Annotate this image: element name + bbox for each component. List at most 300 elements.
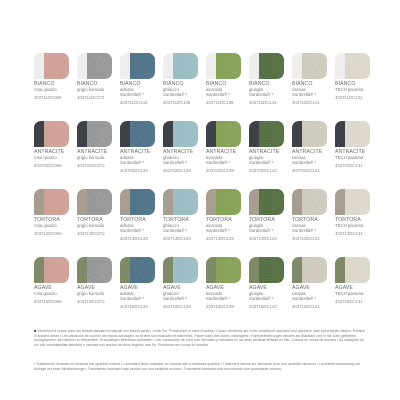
frame-name: ANTRACITE — [292, 149, 323, 155]
swatch-card — [292, 189, 327, 247]
fabric-name: avocado — [206, 155, 223, 160]
fabric-texture-right — [185, 121, 198, 147]
fabric-name: adriatic — [120, 87, 134, 92]
swatch-grid — [34, 53, 368, 325]
fabric-swatch — [292, 189, 327, 215]
swatch-card — [77, 121, 112, 179]
fabric-texture-right — [185, 257, 198, 283]
frame-color-bar — [120, 53, 130, 79]
fabric-texture-left — [302, 53, 314, 79]
product-code: 403711DC072 — [77, 94, 105, 100]
fabric-name: adriatic — [120, 291, 134, 296]
frame-color-bar — [163, 53, 173, 79]
swatch-label — [206, 285, 241, 309]
product-code: 403713DC139 — [163, 235, 191, 241]
fabric-swatch — [120, 257, 155, 283]
fabric-name: giungla — [249, 155, 263, 160]
fabric-name: grigio kornodo — [77, 223, 105, 228]
swatch-card — [34, 53, 69, 111]
frame-name: TORTORA — [292, 217, 318, 223]
swatch-card — [206, 257, 241, 315]
frame-name: ANTRACITE — [34, 149, 65, 155]
fabric-swatch — [77, 53, 112, 79]
fabric-texture-left — [87, 121, 99, 147]
frame-name: AGAVE — [120, 285, 138, 291]
product-code: 403716DC066 — [34, 298, 62, 304]
fabric-texture-left — [259, 53, 271, 79]
product-code: 403702DC139 — [163, 167, 191, 173]
fabric-brand: Sunbrella® * — [206, 296, 231, 301]
fabric-texture-left — [44, 53, 56, 79]
fabric-texture-left — [173, 257, 185, 283]
colour-variation-text: Variazioni di colore sono dei tessuti standard e naturali non tessuti acrilici. Unita Tox. Posizionare in zone d'ombra • Colour variations are to be considered standard and natural in yarn-dyed acrylic fabrics. Position in shaded areas • Les variations de couleur des tissus acryliques ou fil teint sont standard et naturelles. Placer dans des zones ombragées • Farbveränderungen werden als Standard und in mit Garn gefärbten Acrylgeweben als natürlich zu betrachten. In schattigen Bereichen aufstellen • Las variaciones de color son normales y naturales en las telas acrílicas teñidas en hilo. Colocar en zonas de sombra • As variações de cor são consideradas standard e naturais nos tecidos acrílicos tingidos com fio. Posicionar em zonas de sombra. — [34, 329, 366, 347]
fabric-texture-right — [56, 121, 69, 147]
swatch-label — [120, 217, 155, 241]
fabric-name: ghiaccio — [163, 223, 179, 228]
product-code: 403711DC139 — [163, 99, 191, 105]
swatch-card — [335, 121, 370, 179]
fabric-texture-left — [173, 121, 185, 147]
fabric-name: giungla — [249, 87, 263, 92]
fabric-brand: Sunbrella® * — [206, 228, 231, 233]
fabric-swatch — [77, 189, 112, 215]
frame-color-bar — [77, 257, 87, 283]
swatch-label — [77, 149, 112, 168]
swatch-card — [77, 257, 112, 315]
frame-name: AGAVE — [335, 285, 353, 291]
fabric-brand: Sunbrella® * — [163, 228, 188, 233]
product-code: 403702DC139 — [206, 167, 234, 173]
laminated-finish-text: * Trattamento laminato su richiesta con quantità minima • Laminated finish available on request with a minimum quantity • Traitement laminé sur demande avec une quantité minimum • Laminierte Ausrüstung auf Anfrage mit einer Mindestmenge • Tratamiento laminado bajo pedido con una cantidad mínima • Tratamento laminado sob encomenda com quantidade mínima. — [34, 362, 360, 371]
swatch-label — [120, 285, 155, 309]
fabric-name: adriatic — [120, 223, 134, 228]
fabric-name: rosa quarzo — [34, 155, 57, 160]
fabric-texture-right — [357, 257, 370, 283]
swatch-card — [77, 53, 112, 111]
fabric-name: rosa quarzo — [34, 223, 57, 228]
product-code: 403702DC141 — [292, 167, 320, 173]
fabric-texture-right — [56, 53, 69, 79]
swatch-label — [335, 285, 370, 304]
frame-name: TORTORA — [249, 217, 275, 223]
fabric-name: avocado — [206, 291, 223, 296]
fabric-texture-right — [314, 121, 327, 147]
fabric-texture-left — [44, 189, 56, 215]
fabric-texture-left — [87, 189, 99, 215]
swatch-card — [292, 53, 327, 111]
swatch-label — [34, 149, 69, 168]
fabric-texture-right — [357, 121, 370, 147]
product-code: 403711DC131 — [335, 94, 363, 100]
swatch-card — [206, 121, 241, 179]
fabric-texture-left — [345, 121, 357, 147]
swatch-label — [163, 217, 198, 241]
fabric-texture-right — [99, 121, 112, 147]
product-code: 403711DC139 — [206, 99, 234, 105]
fabric-texture-right — [142, 189, 155, 215]
frame-name: AGAVE — [249, 285, 267, 291]
frame-color-bar — [206, 257, 216, 283]
fabric-swatch — [34, 189, 69, 215]
fabric-name: grigio kornodo — [77, 155, 105, 160]
swatch-row-bianco — [34, 53, 368, 111]
fabric-texture-right — [228, 189, 241, 215]
fabric-texture-left — [216, 189, 228, 215]
fabric-name: rosa quarzo — [34, 87, 57, 92]
frame-color-bar — [34, 257, 44, 283]
fabric-name: canvas — [292, 291, 306, 296]
fabric-swatch — [120, 121, 155, 147]
swatch-label — [163, 81, 198, 105]
fabric-texture-right — [56, 189, 69, 215]
fabric-swatch — [206, 189, 241, 215]
fabric-texture-left — [259, 257, 271, 283]
fabric-texture-right — [271, 257, 284, 283]
frame-name: BIANCO — [249, 81, 270, 87]
fabric-texture-left — [216, 121, 228, 147]
fabric-texture-right — [142, 53, 155, 79]
fabric-texture-right — [271, 53, 284, 79]
product-code: 403702DC131 — [335, 162, 363, 168]
frame-color-bar — [335, 257, 345, 283]
fabric-texture-left — [345, 53, 357, 79]
frame-color-bar — [292, 121, 302, 147]
fabric-brand: Sunbrella® * — [120, 228, 145, 233]
frame-color-bar — [77, 121, 87, 147]
fabric-brand: Sunbrella® * — [163, 160, 188, 165]
fabric-brand: Sunbrella® * — [163, 92, 188, 97]
swatch-card — [249, 121, 284, 179]
fabric-texture-left — [345, 257, 357, 283]
fabric-swatch — [335, 257, 370, 283]
frame-color-bar — [206, 121, 216, 147]
fabric-brand: Sunbrella® * — [206, 92, 231, 97]
fabric-texture-right — [56, 257, 69, 283]
fabric-texture-left — [259, 189, 271, 215]
fabric-texture-right — [142, 257, 155, 283]
fabric-texture-left — [44, 121, 56, 147]
fabric-texture-right — [271, 189, 284, 215]
swatch-card — [206, 53, 241, 111]
product-code: 403702DC143 — [249, 167, 277, 173]
swatch-label — [120, 81, 155, 105]
frame-name: TORTORA — [34, 217, 60, 223]
frame-color-bar — [163, 189, 173, 215]
fabric-texture-left — [173, 189, 185, 215]
fabric-swatch — [206, 53, 241, 79]
fabric-swatch — [77, 121, 112, 147]
fabric-swatch — [292, 121, 327, 147]
fabric-brand: Sunbrella® * — [292, 296, 317, 301]
product-code: 403716DC139 — [206, 303, 234, 309]
fabric-swatch — [34, 257, 69, 283]
swatch-card — [249, 257, 284, 315]
frame-name: BIANCO — [206, 81, 227, 87]
fabric-swatch — [206, 121, 241, 147]
swatch-card — [335, 53, 370, 111]
frame-color-bar — [120, 257, 130, 283]
fabric-texture-left — [173, 53, 185, 79]
frame-name: ANTRACITE — [120, 149, 151, 155]
swatch-card — [163, 53, 198, 111]
frame-name: TORTORA — [120, 217, 146, 223]
swatch-label — [249, 149, 284, 173]
product-code: 403713DC066 — [34, 230, 62, 236]
colour-variation-note — [34, 329, 368, 347]
product-code: 403713DC072 — [77, 230, 105, 236]
fabric-swatch — [163, 189, 198, 215]
swatch-label — [34, 217, 69, 236]
fabric-texture-left — [87, 53, 99, 79]
swatch-label — [292, 81, 327, 105]
swatch-card — [292, 121, 327, 179]
fabric-swatch — [292, 53, 327, 79]
swatch-label — [249, 285, 284, 309]
fabric-brand: Sunbrella® * — [292, 228, 317, 233]
fabric-swatch — [249, 121, 284, 147]
fabric-name: TECH panama — [335, 155, 364, 160]
swatch-label — [249, 217, 284, 241]
swatch-label — [206, 149, 241, 173]
frame-name: BIANCO — [34, 81, 55, 87]
frame-color-bar — [292, 53, 302, 79]
swatch-label — [249, 81, 284, 105]
fabric-texture-left — [259, 121, 271, 147]
frame-color-bar — [206, 189, 216, 215]
fabric-brand: Sunbrella® * — [120, 160, 145, 165]
fabric-brand: Sunbrella® * — [120, 296, 145, 301]
product-code: 403702DC143 — [120, 167, 148, 173]
swatch-label — [163, 149, 198, 173]
fabric-name: adriatic — [120, 155, 134, 160]
frame-color-bar — [249, 121, 259, 147]
frame-color-bar — [163, 121, 173, 147]
fabric-swatch — [120, 189, 155, 215]
frame-color-bar — [335, 189, 345, 215]
fabric-swatch — [249, 53, 284, 79]
frame-color-bar — [249, 53, 259, 79]
fabric-texture-left — [302, 257, 314, 283]
frame-color-bar — [77, 189, 87, 215]
fabric-texture-right — [314, 257, 327, 283]
frame-color-bar — [34, 189, 44, 215]
fabric-texture-right — [185, 189, 198, 215]
fabric-texture-left — [130, 257, 142, 283]
product-code: 403702DC072 — [77, 162, 105, 168]
frame-name: BIANCO — [77, 81, 98, 87]
swatch-card — [163, 189, 198, 247]
fabric-name: ghiaccio — [163, 291, 179, 296]
fabric-swatch — [163, 53, 198, 79]
fabric-brand: Sunbrella® * — [249, 160, 274, 165]
fabric-name: TECH panama — [335, 87, 364, 92]
fabric-texture-right — [314, 53, 327, 79]
swatch-card — [335, 189, 370, 247]
swatch-card — [120, 53, 155, 111]
fabric-brand: Sunbrella® * — [163, 296, 188, 301]
product-code: 403716DC072 — [77, 298, 105, 304]
swatch-card — [163, 257, 198, 315]
fabric-texture-right — [99, 53, 112, 79]
fabric-swatch — [292, 257, 327, 283]
fabric-name: canvas — [292, 87, 306, 92]
swatch-card — [34, 121, 69, 179]
fabric-swatch — [249, 257, 284, 283]
fabric-texture-left — [130, 189, 142, 215]
frame-name: ANTRACITE — [335, 149, 366, 155]
fabric-swatch — [34, 121, 69, 147]
fabric-texture-left — [130, 121, 142, 147]
swatch-label — [292, 285, 327, 309]
swatch-label — [335, 149, 370, 168]
frame-name: AGAVE — [34, 285, 52, 291]
frame-name: ANTRACITE — [249, 149, 280, 155]
frame-name: BIANCO — [120, 81, 141, 87]
frame-name: BIANCO — [292, 81, 313, 87]
frame-color-bar — [249, 189, 259, 215]
frame-color-bar — [292, 189, 302, 215]
fabric-brand: Sunbrella® * — [120, 92, 145, 97]
swatch-label — [335, 81, 370, 100]
fabric-swatch — [335, 121, 370, 147]
swatch-card — [206, 189, 241, 247]
product-code: 403716DC143 — [249, 303, 277, 309]
frame-name: ANTRACITE — [77, 149, 108, 155]
fabric-swatch — [120, 53, 155, 79]
frame-name: ANTRACITE — [206, 149, 237, 155]
fabric-name: rosa quarzo — [34, 291, 57, 296]
fabric-texture-right — [357, 53, 370, 79]
fabric-swatch — [163, 257, 198, 283]
fabric-texture-right — [185, 53, 198, 79]
swatch-card — [120, 121, 155, 179]
swatch-label — [34, 81, 69, 100]
swatch-card — [77, 189, 112, 247]
frame-color-bar — [335, 53, 345, 79]
product-code: 403713DC139 — [206, 235, 234, 241]
swatch-card — [335, 257, 370, 315]
swatch-label — [77, 285, 112, 304]
swatch-label — [34, 285, 69, 304]
product-code: 403716DC141 — [292, 303, 320, 309]
swatch-row-agave — [34, 257, 368, 315]
fabric-swatch — [34, 53, 69, 79]
product-code: 403711DC143 — [249, 99, 277, 105]
frame-name: AGAVE — [292, 285, 310, 291]
swatch-label — [77, 217, 112, 236]
frame-name: BIANCO — [163, 81, 184, 87]
frame-name: TORTORA — [206, 217, 232, 223]
frame-color-bar — [206, 53, 216, 79]
swatch-label — [292, 149, 327, 173]
fabric-name: canvas — [292, 155, 306, 160]
swatch-row-tortora — [34, 189, 368, 247]
swatch-label — [206, 81, 241, 105]
fabric-name: avocado — [206, 87, 223, 92]
fabric-swatch — [335, 189, 370, 215]
product-code: 403711DC066 — [34, 94, 62, 100]
swatch-card — [120, 257, 155, 315]
laminated-finish-note — [34, 362, 368, 371]
frame-color-bar — [163, 257, 173, 283]
swatch-card — [292, 257, 327, 315]
product-code: 403713DC141 — [292, 235, 320, 241]
fabric-texture-left — [345, 189, 357, 215]
swatch-label — [335, 217, 370, 236]
fabric-texture-right — [99, 257, 112, 283]
fabric-texture-right — [99, 189, 112, 215]
fabric-texture-left — [302, 121, 314, 147]
fabric-texture-right — [228, 121, 241, 147]
frame-color-bar — [120, 189, 130, 215]
frame-color-bar — [34, 53, 44, 79]
fabric-texture-left — [216, 257, 228, 283]
frame-name: ANTRACITE — [163, 149, 194, 155]
swatch-card — [249, 53, 284, 111]
swatch-card — [163, 121, 198, 179]
fabric-name: TECH panama — [335, 291, 364, 296]
fabric-texture-right — [314, 189, 327, 215]
fabric-brand: Sunbrella® * — [206, 160, 231, 165]
fabric-swatch — [163, 121, 198, 147]
frame-color-bar — [77, 53, 87, 79]
fabric-brand: Sunbrella® * — [292, 160, 317, 165]
fabric-texture-left — [216, 53, 228, 79]
fabric-brand: Sunbrella® * — [292, 92, 317, 97]
fabric-swatch — [249, 189, 284, 215]
fabric-texture-right — [142, 121, 155, 147]
fabric-brand: Sunbrella® * — [249, 228, 274, 233]
swatch-label — [206, 217, 241, 241]
swatch-card — [249, 189, 284, 247]
fabric-texture-right — [228, 257, 241, 283]
fabric-name: TECH panama — [335, 223, 364, 228]
fabric-texture-left — [44, 257, 56, 283]
swatch-card — [34, 257, 69, 315]
fabric-brand: Sunbrella® * — [249, 296, 274, 301]
frame-name: AGAVE — [206, 285, 224, 291]
fabric-name: grigio kornodo — [77, 291, 105, 296]
swatch-label — [292, 217, 327, 241]
frame-color-bar — [120, 121, 130, 147]
frame-name: TORTORA — [163, 217, 189, 223]
fabric-brand: Sunbrella® * — [249, 92, 274, 97]
swatch-label — [120, 149, 155, 173]
fabric-swatch — [335, 53, 370, 79]
product-code: 403711DC141 — [292, 99, 320, 105]
bullet-icon: ■ — [34, 328, 37, 333]
fabric-texture-right — [357, 189, 370, 215]
product-code: 403716DC131 — [335, 298, 363, 304]
product-code: 403711DC143 — [120, 99, 148, 105]
fabric-texture-left — [130, 53, 142, 79]
frame-name: AGAVE — [163, 285, 181, 291]
fabric-name: giungla — [249, 223, 263, 228]
frame-color-bar — [335, 121, 345, 147]
fabric-texture-left — [302, 189, 314, 215]
fabric-name: grigio kornodo — [77, 87, 105, 92]
fabric-name: canvas — [292, 223, 306, 228]
frame-name: TORTORA — [335, 217, 361, 223]
swatch-card — [34, 189, 69, 247]
frame-color-bar — [292, 257, 302, 283]
swatch-card — [120, 189, 155, 247]
fabric-name: giungla — [249, 291, 263, 296]
frame-color-bar — [34, 121, 44, 147]
product-code: 403713DC143 — [249, 235, 277, 241]
fabric-name: ghiaccio — [163, 87, 179, 92]
frame-name: AGAVE — [77, 285, 95, 291]
